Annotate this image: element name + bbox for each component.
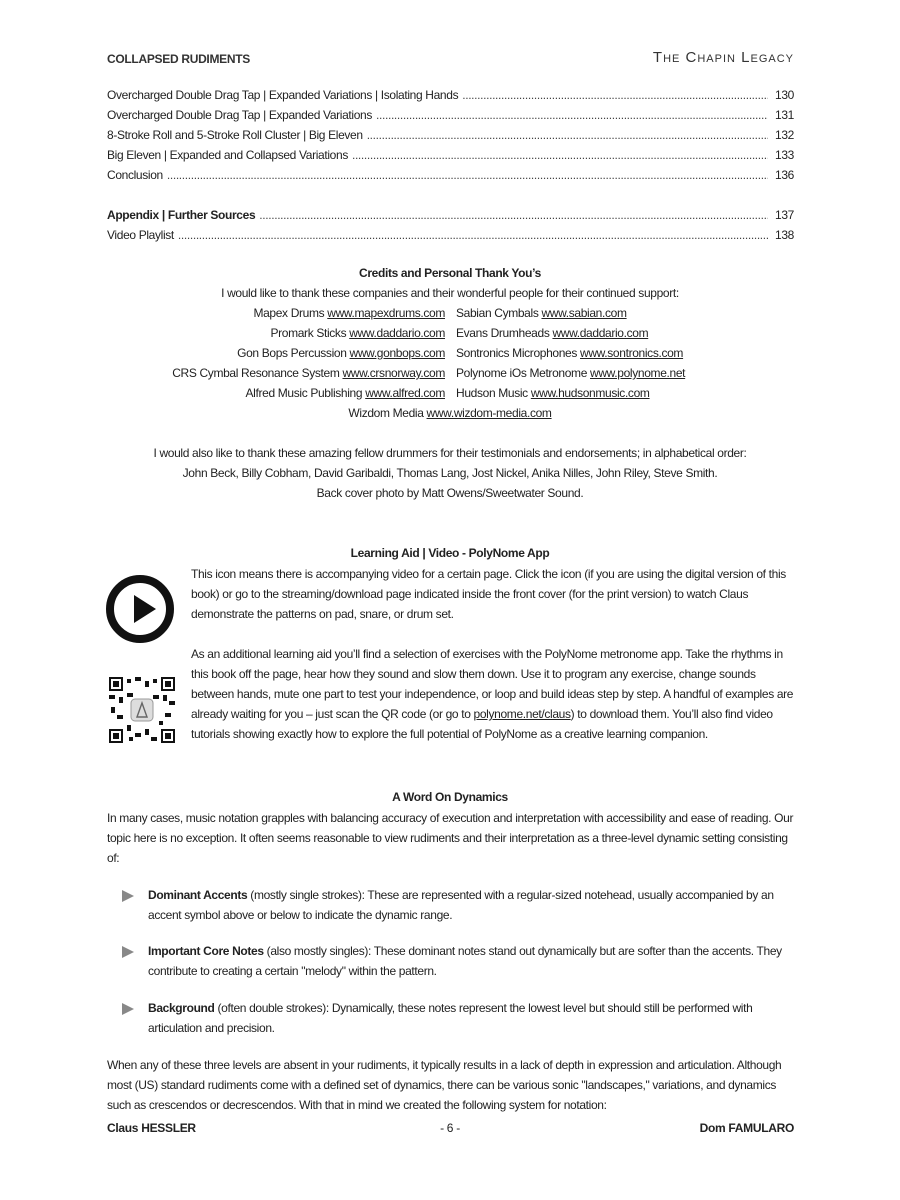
toc-label: Video Playlist bbox=[107, 228, 174, 242]
text-line: between hands, mute one part to test your independence, or loop and build ideas step by step. A handful of examples are bbox=[191, 687, 794, 701]
text-line: this book off the page, hear how they sound and slow them down. Use it to program any exercise, change sounds bbox=[191, 667, 756, 681]
thanks-line: Back cover photo by Matt Owens/Sweetwater Sound. bbox=[316, 486, 584, 500]
running-header-title: The Chapin Legacy bbox=[652, 49, 794, 66]
toc-entry[interactable] bbox=[107, 125, 794, 145]
bullet-term: Dominant Accents bbox=[148, 888, 248, 902]
toc-page: 130 bbox=[775, 88, 794, 102]
text-fragment: ) to download them. You’ll also find video bbox=[570, 707, 773, 721]
toc-entry[interactable] bbox=[107, 105, 794, 125]
arrow-bullet-icon bbox=[122, 890, 134, 902]
sponsor-name: CRS Cymbal Resonance System bbox=[172, 366, 340, 380]
toc-leader bbox=[352, 145, 768, 165]
bullet-item bbox=[122, 885, 774, 925]
toc-entry[interactable] bbox=[107, 225, 794, 245]
table-of-contents-appendix bbox=[107, 205, 794, 245]
thanks-line: John Beck, Billy Cobham, David Garibaldi, Thomas Lang, Jost Nickel, Anika Nilles, John Riley, Steve Smith. bbox=[182, 466, 718, 480]
toc-leader bbox=[462, 85, 768, 105]
credits-row bbox=[0, 323, 900, 343]
toc-label: Conclusion bbox=[107, 168, 163, 182]
dynamics-title: A Word On Dynamics bbox=[392, 790, 508, 804]
credits-row bbox=[0, 363, 900, 383]
credits-title: Credits and Personal Thank You’s bbox=[359, 266, 541, 280]
credits-section bbox=[0, 263, 900, 503]
sponsor-link[interactable]: www.sontronics.com bbox=[580, 346, 684, 360]
play-triangle bbox=[134, 595, 156, 623]
toc-entry[interactable] bbox=[107, 165, 794, 185]
toc-entry[interactable] bbox=[107, 145, 794, 165]
sponsor-name: Mapex Drums bbox=[253, 306, 325, 320]
toc-leader bbox=[167, 165, 768, 185]
toc-label: Appendix | Further Sources bbox=[107, 208, 256, 222]
sponsor-name: Sontronics Microphones bbox=[456, 346, 578, 360]
text-line: In many cases, music notation grapples with balancing accuracy of execution and interpretation with accessibility and ease of reading. Our bbox=[107, 811, 794, 825]
toc-entry[interactable] bbox=[107, 205, 794, 225]
toc-page: 131 bbox=[775, 108, 794, 122]
video-play-icon[interactable] bbox=[106, 575, 174, 643]
sponsor-name: Hudson Music bbox=[456, 386, 528, 400]
arrow-bullet-icon bbox=[122, 946, 134, 958]
bullet-text: articulation and precision. bbox=[148, 1021, 275, 1035]
text-line: book) or go to the streaming/download page indicated inside the front cover (for the print version) to watch Claus bbox=[191, 587, 749, 601]
toc-page: 132 bbox=[775, 128, 794, 142]
dynamics-outro bbox=[107, 1055, 781, 1115]
toc-page: 136 bbox=[775, 168, 794, 182]
bullet-item bbox=[122, 941, 782, 981]
bullet-text: (often double strokes): Dynamically, these notes represent the lowest level but should still be performed with bbox=[214, 1001, 753, 1015]
sponsor-name: Promark Sticks bbox=[270, 326, 347, 340]
toc-label: 8-Stroke Roll and 5-Stroke Roll Cluster | Big Eleven bbox=[107, 128, 363, 142]
sponsor-link[interactable]: www.polynome.net bbox=[590, 366, 686, 380]
sponsor-link[interactable]: www.mapexdrums.com bbox=[327, 306, 445, 320]
sponsor-name: Evans Drumheads bbox=[456, 326, 550, 340]
toc-leader bbox=[259, 205, 768, 225]
page-number: - 6 - bbox=[440, 1121, 460, 1135]
arrow-bullet-icon bbox=[122, 1003, 134, 1015]
polynome-link[interactable]: polynome.net/claus bbox=[473, 707, 571, 721]
text-line: demonstrate the patterns on pad, snare, or drum set. bbox=[191, 607, 454, 621]
toc-label: Overcharged Double Drag Tap | Expanded Variations bbox=[107, 108, 373, 122]
bullet-term: Important Core Notes bbox=[148, 944, 264, 958]
sponsor-link[interactable]: www.daddario.com bbox=[552, 326, 649, 340]
credits-row bbox=[0, 303, 900, 323]
sponsor-link[interactable]: www.crsnorway.com bbox=[342, 366, 445, 380]
learning-aid-title: Learning Aid | Video - PolyNome App bbox=[350, 546, 550, 560]
toc-leader bbox=[178, 225, 768, 245]
footer-author-right: Dom FAMULARO bbox=[699, 1121, 794, 1135]
toc-entry[interactable] bbox=[107, 85, 794, 105]
sponsor-link[interactable]: www.sabian.com bbox=[541, 306, 627, 320]
credits-intro: I would like to thank these companies and their wonderful people for their continued support: bbox=[221, 286, 679, 300]
sponsor-link[interactable]: www.hudsonmusic.com bbox=[530, 386, 650, 400]
text-line: most (US) standard rudiments come with a defined set of dynamics, there can be various sonic "landscapes," variations, and dynamics bbox=[107, 1078, 777, 1092]
sponsor-link[interactable]: www.wizdom-media.com bbox=[426, 406, 552, 420]
sponsor-name: Polynome iOs Metronome bbox=[456, 366, 588, 380]
bullet-item bbox=[122, 998, 752, 1038]
bullet-term: Background bbox=[148, 1001, 215, 1015]
video-icon-description bbox=[191, 564, 786, 624]
bullet-text: (also mostly singles): These dominant notes stand out dynamically but are softer than the accents. They bbox=[263, 944, 782, 958]
credits-row bbox=[0, 403, 900, 423]
qr-code-icon[interactable] bbox=[109, 677, 175, 743]
toc-leader bbox=[376, 105, 768, 125]
text-fragment: already waiting for you – just scan the QR code (or go to bbox=[191, 707, 474, 721]
thanks-line: I would also like to thank these amazing fellow drummers for their testimonials and endorsements; in alphabetical order: bbox=[153, 446, 747, 460]
sponsor-link[interactable]: www.alfred.com bbox=[365, 386, 445, 400]
dynamics-intro bbox=[107, 808, 793, 868]
text-line: As an additional learning aid you’ll find a selection of exercises with the PolyNome metronome app. Take the rhythms in bbox=[191, 647, 783, 661]
bullet-text: (mostly single strokes): These are represented with a regular-sized notehead, usually accompanied by an bbox=[247, 888, 774, 902]
text-line: When any of these three levels are absent in your rudiments, it typically results in a lack of depth in expression and articulation. Although bbox=[107, 1058, 782, 1072]
text-line: This icon means there is accompanying video for a certain page. Click the icon (if you are using the digital version of this bbox=[191, 567, 786, 581]
sponsor-name: Gon Bops Percussion bbox=[237, 346, 347, 360]
bullet-text: accent symbol above or below to indicate the dynamic range. bbox=[148, 908, 453, 922]
toc-leader bbox=[367, 125, 768, 145]
sponsor-link[interactable]: www.gonbops.com bbox=[349, 346, 445, 360]
credits-row bbox=[0, 383, 900, 403]
sponsor-name: Alfred Music Publishing bbox=[245, 386, 363, 400]
toc-page: 133 bbox=[775, 148, 794, 162]
toc-label: Big Eleven | Expanded and Collapsed Variations bbox=[107, 148, 348, 162]
text-line: topic here is no exception. It often seems reasonable to view rudiments and their interpretation as a three-level dynamic setting consisting bbox=[107, 831, 788, 845]
sponsor-name: Sabian Cymbals bbox=[456, 306, 539, 320]
running-header-section: COLLAPSED RUDIMENTS bbox=[107, 52, 250, 66]
bullet-text: contribute to creating a certain "melody" within the pattern. bbox=[148, 964, 437, 978]
footer-author-left: Claus HESSLER bbox=[107, 1121, 196, 1135]
sponsor-link[interactable]: www.daddario.com bbox=[349, 326, 445, 340]
text-line: tutorials showing exactly how to explore the full potential of PolyNome as a creative learning companion. bbox=[191, 727, 708, 741]
text-line: such as crescendos or decrescendos. With that in mind we created the following system for notation: bbox=[107, 1098, 607, 1112]
toc-page: 138 bbox=[775, 228, 794, 242]
text-line: of: bbox=[107, 851, 120, 865]
toc-label: Overcharged Double Drag Tap | Expanded Variations | Isolating Hands bbox=[107, 88, 459, 102]
polynome-description bbox=[191, 644, 793, 744]
text-line bbox=[191, 704, 793, 724]
sponsor-name: Wizdom Media bbox=[348, 406, 424, 420]
credits-row bbox=[0, 343, 900, 363]
table-of-contents bbox=[107, 85, 794, 185]
toc-page: 137 bbox=[775, 208, 794, 222]
